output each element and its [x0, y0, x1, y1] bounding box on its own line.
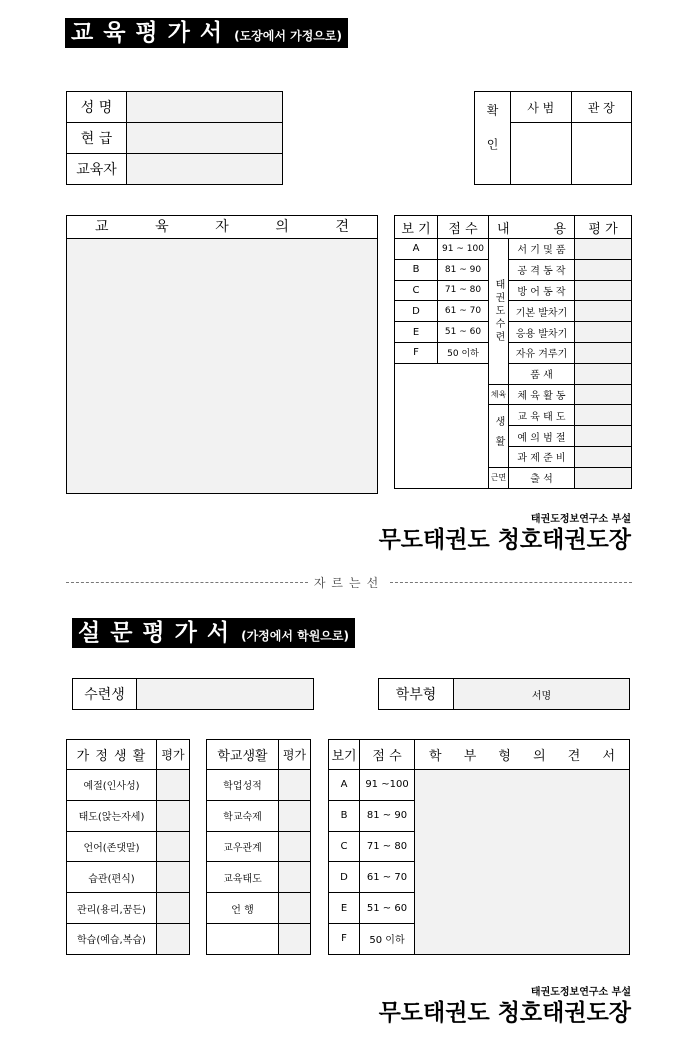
parent-opinion-header-char: 부	[463, 749, 477, 764]
evaluation-row	[395, 342, 632, 363]
category-label-taekwondo: 태권도수련	[493, 278, 504, 344]
score-cell: 91 ~ 100	[438, 239, 489, 260]
content-item-cell: 응용 발차기	[509, 322, 575, 343]
top-title	[65, 18, 348, 48]
educator-opinion-box	[66, 215, 378, 494]
parent-label: 학부형	[379, 679, 454, 710]
evaluation-row	[395, 301, 632, 322]
bottom-grade-cell: F	[329, 923, 360, 954]
evaluation-field[interactable]	[575, 467, 632, 488]
category-cell-life	[489, 405, 509, 467]
home-life-eval-field[interactable]	[157, 893, 190, 924]
content-item-cell: 자유 겨루기	[509, 342, 575, 363]
educator-opinion-title-char: 육	[155, 219, 169, 235]
home-life-eval-field[interactable]	[157, 862, 190, 893]
home-life-row	[67, 831, 190, 862]
evaluation-row	[395, 363, 632, 384]
grade-cell: B	[395, 259, 438, 280]
parent-opinion-header-char: 견	[567, 749, 581, 764]
bottom-score-header: 점 수	[360, 740, 415, 770]
instructor-stamp-field[interactable]	[511, 123, 572, 185]
score-cell: 51 ~ 60	[438, 322, 489, 343]
educator-opinion-title-char: 견	[335, 219, 349, 235]
rank-label: 현 급	[67, 123, 127, 154]
parent-opinion-header-char: 의	[533, 749, 546, 764]
evaluation-row	[395, 259, 632, 280]
evaluation-field[interactable]	[575, 259, 632, 280]
evaluation-field[interactable]	[575, 446, 632, 467]
evaluation-field[interactable]	[575, 280, 632, 301]
home-life-item: 예절(인사성)	[67, 770, 157, 801]
school-life-eval-field[interactable]	[279, 800, 311, 831]
educator-field[interactable]	[127, 154, 283, 185]
school-life-row	[207, 831, 311, 862]
educator-opinion-header	[67, 216, 377, 239]
grade-cell: E	[395, 322, 438, 343]
bottom-footer-dojang: 무도태권도 청호태권도장	[378, 1000, 631, 1026]
top-title-main: 교육평가서	[71, 20, 233, 46]
score-cell: 61 ~ 70	[438, 301, 489, 322]
trainee-table	[72, 678, 314, 710]
evaluation-field[interactable]	[575, 405, 632, 426]
trainee-field[interactable]	[137, 679, 314, 710]
home-life-item: 관리(용리,꿈든)	[67, 893, 157, 924]
confirm-label: 확인	[475, 92, 511, 185]
content-item-cell: 교 육 태 도	[509, 405, 575, 426]
bottom-title-sub: (가정에서 학원으로)	[241, 629, 349, 643]
school-life-row	[207, 770, 311, 801]
category-cell-taekwondo	[489, 239, 509, 385]
evaluation-row	[395, 322, 632, 343]
school-life-row	[207, 862, 311, 893]
bottom-title	[72, 618, 355, 648]
category-cell-att: 근면	[489, 467, 509, 488]
parent-table	[378, 678, 630, 710]
home-life-eval-field[interactable]	[157, 770, 190, 801]
educator-opinion-title-char: 의	[275, 219, 289, 235]
school-life-item: 언 행	[207, 893, 279, 924]
school-life-row	[207, 893, 311, 924]
bottom-grade-header: 보기	[329, 740, 360, 770]
school-life-eval-field[interactable]	[279, 831, 311, 862]
home-life-eval-field[interactable]	[157, 800, 190, 831]
content-header	[489, 216, 575, 239]
bottom-grade-cell: D	[329, 862, 360, 893]
eval-header: 평 가	[575, 216, 632, 239]
content-item-cell: 공 격 동 작	[509, 259, 575, 280]
content-item-cell: 기본 발차기	[509, 301, 575, 322]
grade-cell: F	[395, 342, 438, 363]
home-life-row	[67, 923, 190, 954]
home-life-item: 학습(예습,복습)	[67, 923, 157, 954]
school-life-item: 학교숙제	[207, 800, 279, 831]
home-life-item: 습관(편식)	[67, 862, 157, 893]
trainee-label: 수련생	[73, 679, 137, 710]
evaluation-field[interactable]	[575, 426, 632, 447]
home-life-row	[67, 862, 190, 893]
category-cell-pe: 체육	[489, 384, 509, 405]
educator-opinion-title-char: 자	[215, 219, 229, 235]
score-cell: 50 이하	[438, 342, 489, 363]
evaluation-field[interactable]	[575, 363, 632, 384]
home-life-eval-field[interactable]	[157, 831, 190, 862]
name-field[interactable]	[127, 92, 283, 123]
educator-opinion-field[interactable]	[67, 239, 377, 493]
content-item-cell: 방 어 동 작	[509, 280, 575, 301]
bottom-score-cell: 51 ~ 60	[360, 893, 415, 924]
bottom-score-cell: 71 ~ 80	[360, 831, 415, 862]
home-life-eval-header: 평가	[157, 740, 190, 770]
school-life-table	[206, 739, 311, 955]
grade-blank-cell	[395, 363, 489, 488]
parent-opinion-header-char: 학	[429, 749, 442, 764]
bottom-score-cell: 50 이하	[360, 923, 415, 954]
top-footer-org: 태권도정보연구소 부설	[530, 514, 631, 525]
score-header: 점 수	[438, 216, 489, 239]
evaluation-table	[394, 215, 632, 489]
score-cell: 81 ~ 90	[438, 259, 489, 280]
evaluation-field[interactable]	[575, 301, 632, 322]
content-item-cell: 과 제 준 비	[509, 446, 575, 467]
evaluation-row	[395, 280, 632, 301]
top-title-sub: (도장에서 가정으로)	[234, 29, 342, 43]
instructor-label: 사 범	[511, 92, 572, 123]
parent-opinion-header	[415, 740, 630, 770]
home-life-row	[67, 893, 190, 924]
director-label: 관 장	[571, 92, 632, 123]
parent-opinion-header-char: 형	[498, 749, 511, 764]
bottom-grade-cell: E	[329, 893, 360, 924]
educator-opinion-title-char: 교	[95, 219, 109, 235]
bottom-grade-cell: B	[329, 800, 360, 831]
evaluation-row	[395, 239, 632, 260]
school-life-row	[207, 923, 311, 954]
school-life-eval-field[interactable]	[279, 770, 311, 801]
school-life-item: 학업성적	[207, 770, 279, 801]
score-cell: 71 ~ 80	[438, 280, 489, 301]
content-item-cell: 예 의 범 절	[509, 426, 575, 447]
cut-line	[66, 574, 632, 591]
parent-opinion-field[interactable]	[415, 770, 630, 955]
director-stamp-field[interactable]	[571, 123, 632, 185]
student-info-table	[66, 91, 283, 185]
content-item-cell: 품 새	[509, 363, 575, 384]
school-life-item: 교육태도	[207, 862, 279, 893]
grade-cell: A	[395, 239, 438, 260]
confirm-table	[474, 91, 632, 185]
school-life-eval-header: 평가	[279, 740, 311, 770]
home-life-table	[66, 739, 190, 955]
bottom-grade-cell: C	[329, 831, 360, 862]
home-life-eval-field[interactable]	[157, 923, 190, 954]
school-life-item	[207, 923, 279, 954]
parent-opinion-table	[328, 739, 630, 955]
bottom-score-cell: 81 ~ 90	[360, 800, 415, 831]
school-life-eval-field[interactable]	[279, 862, 311, 893]
category-label-life: 생활	[493, 416, 504, 457]
home-life-item: 태도(앉는자세)	[67, 800, 157, 831]
bottom-footer-org: 태권도정보연구소 부설	[530, 987, 631, 998]
evaluation-field[interactable]	[575, 239, 632, 260]
home-life-item: 언어(존댓말)	[67, 831, 157, 862]
content-item-cell: 서 기 및 품	[509, 239, 575, 260]
content-header-char: 용	[553, 221, 566, 237]
bottom-title-main: 설문평가서	[78, 620, 240, 646]
evaluation-field[interactable]	[575, 384, 632, 405]
name-label: 성 명	[67, 92, 127, 123]
grade-cell: D	[395, 301, 438, 322]
content-item-cell: 출 석	[509, 467, 575, 488]
bottom-score-cell: 61 ~ 70	[360, 862, 415, 893]
school-life-row	[207, 800, 311, 831]
school-life-header: 학교생활	[207, 740, 279, 770]
school-life-eval-field[interactable]	[279, 893, 311, 924]
grade-header: 보 기	[395, 216, 438, 239]
parent-opinion-header-char: 서	[602, 749, 615, 764]
bottom-grade-cell: A	[329, 770, 360, 801]
school-life-item: 교우관계	[207, 831, 279, 862]
content-header-char: 내	[497, 221, 510, 237]
content-item-cell: 체 육 활 동	[509, 384, 575, 405]
educator-label: 교육자	[67, 154, 127, 185]
home-life-row	[67, 770, 190, 801]
cut-line-label: 자르는선	[313, 576, 385, 590]
grade-cell: C	[395, 280, 438, 301]
home-life-header: 가 정 생 활	[67, 740, 157, 770]
evaluation-field[interactable]	[575, 322, 632, 343]
parent-signature-field[interactable]: 서명	[454, 679, 630, 710]
rank-field[interactable]	[127, 123, 283, 154]
evaluation-field[interactable]	[575, 342, 632, 363]
school-life-eval-field[interactable]	[279, 923, 311, 954]
bottom-score-cell: 91 ~100	[360, 770, 415, 801]
home-life-row	[67, 800, 190, 831]
parent-grade-row	[329, 770, 630, 801]
top-footer-dojang: 무도태권도 청호태권도장	[378, 527, 631, 553]
